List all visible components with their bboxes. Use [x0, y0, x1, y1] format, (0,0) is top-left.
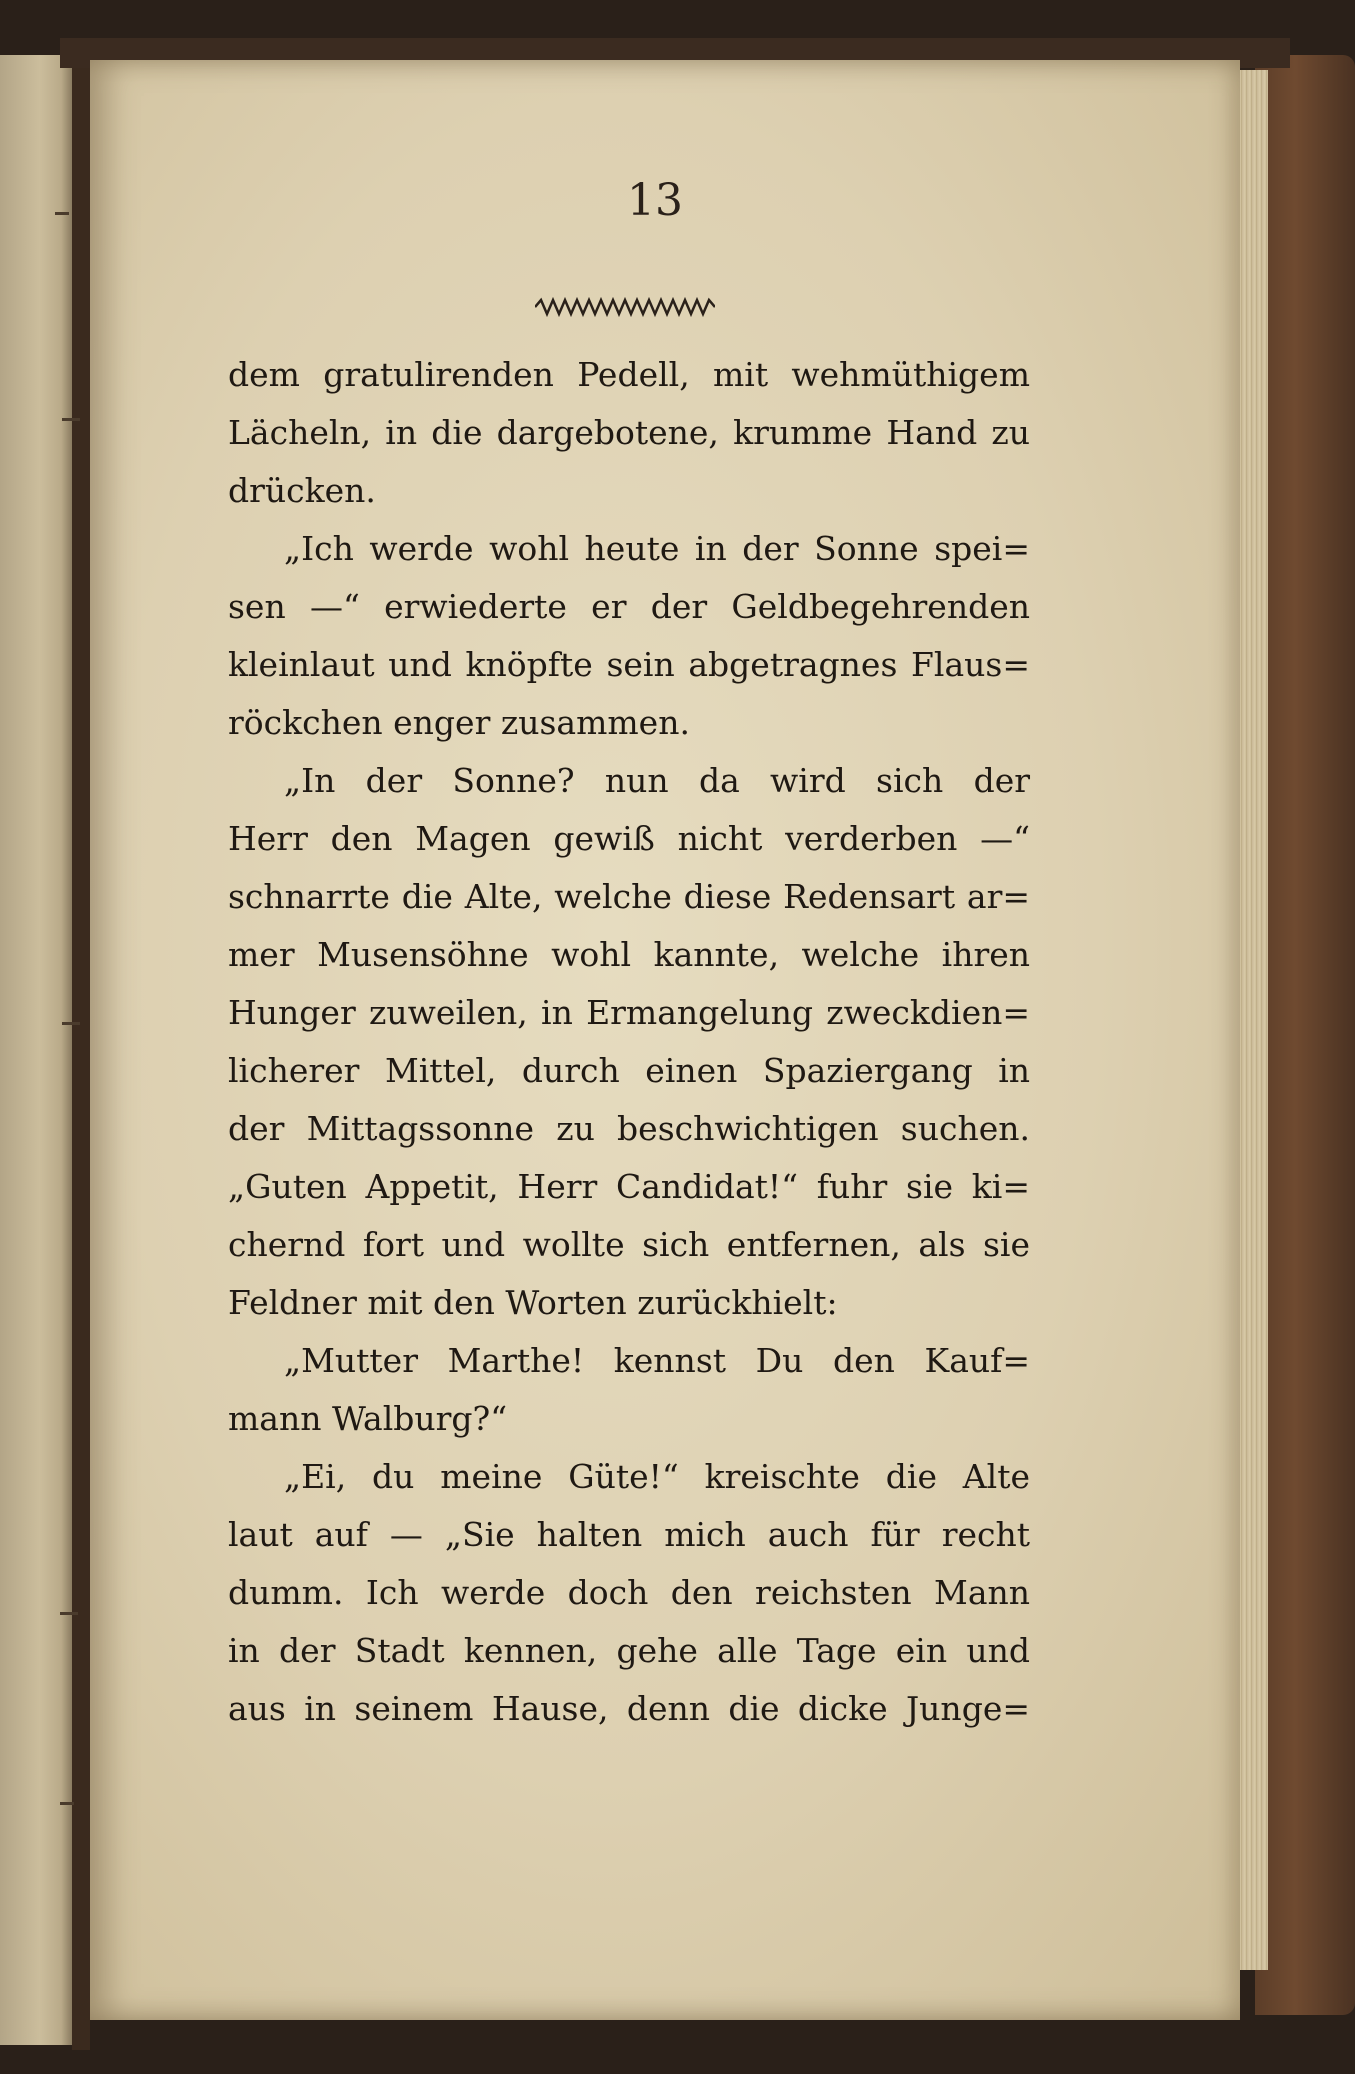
text-line: kleinlaut und knöpfte sein abgetragnes Flaus= — [228, 645, 1030, 684]
right-cover — [1255, 55, 1355, 2015]
text-line: mann Walburg?“ — [228, 1399, 508, 1438]
text-line: „Ich werde wohl heute in der Sonne spei= — [284, 529, 1030, 568]
text-line: drücken. — [228, 471, 376, 510]
text-line: licherer Mittel, durch einen Spaziergang in — [228, 1051, 1030, 1090]
text-line: „Guten Appetit, Herr Candidat!“ fuhr sie ki= — [228, 1167, 1030, 1206]
page-number: 13 — [627, 175, 683, 226]
text-line: „Ei, du meine Güte!“ kreischte die Alte — [284, 1457, 1030, 1496]
margin-mark — [62, 418, 80, 421]
text-line: der Mittagssonne zu beschwichtigen suchen. — [228, 1109, 1030, 1148]
margin-mark — [62, 1022, 80, 1025]
text-line: Lächeln, in die dargebotene, krumme Hand zu — [228, 413, 1030, 452]
body-text — [228, 346, 1030, 1738]
text-line: sen —“ erwiederte er der Geldbegehrenden — [228, 587, 1030, 626]
left-cover — [72, 40, 90, 2050]
left-page-edge — [0, 55, 72, 2045]
text-line: „Mutter Marthe! kennst Du den Kauf= — [284, 1341, 1030, 1380]
text-line: dumm. Ich werde doch den reichsten Mann — [228, 1573, 1030, 1612]
text-line: schnarrte die Alte, welche diese Redensart ar= — [228, 877, 1030, 916]
text-line: dem gratulirenden Pedell, mit wehmüthigem — [228, 355, 1030, 394]
text-line: Herr den Magen gewiß nicht verderben —“ — [228, 819, 1030, 858]
margin-mark — [60, 1612, 78, 1615]
text-line: Hunger zuweilen, in Ermangelung zweckdien= — [228, 993, 1030, 1032]
text-line: Feldner mit den Worten zurückhielt: — [228, 1283, 838, 1322]
text-line: „In der Sonne? nun da wird sich der — [284, 761, 1030, 800]
text-line: chernd fort und wollte sich entfernen, als sie — [228, 1225, 1030, 1264]
text-line: in der Stadt kennen, gehe alle Tage ein und — [228, 1631, 1030, 1670]
text-line: röckchen enger zusammen. — [228, 703, 690, 742]
ornament-divider — [535, 296, 715, 318]
text-line: laut auf — „Sie halten mich auch für recht — [228, 1515, 1030, 1554]
margin-mark — [60, 1802, 74, 1805]
text-line: mer Musensöhne wohl kannte, welche ihren — [228, 935, 1030, 974]
text-line: aus in seinem Hause, denn die dicke Junge= — [228, 1689, 1030, 1728]
